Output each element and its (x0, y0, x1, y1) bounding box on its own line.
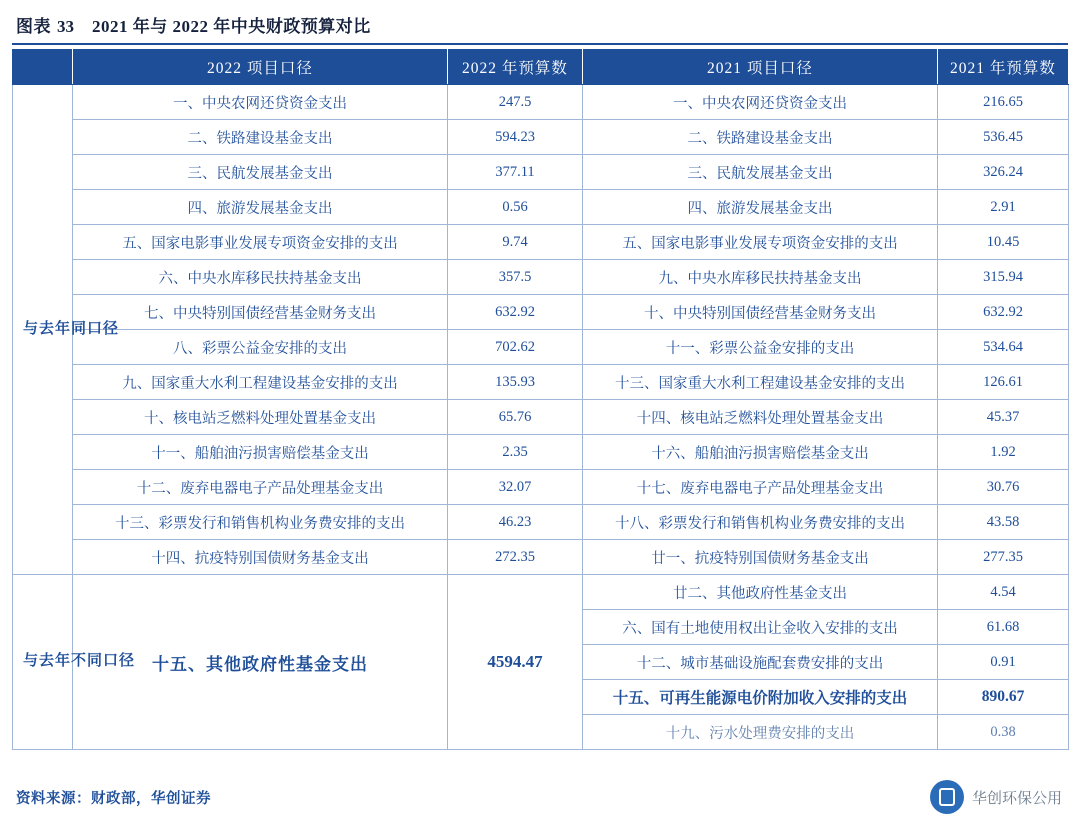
table-body (13, 85, 1069, 750)
cell-value-2021: 1.92 (938, 435, 1069, 470)
cell-value-2021: 61.68 (938, 610, 1069, 645)
cell-item-2021: 廿二、其他政府性基金支出 (583, 575, 938, 610)
cell-item-2022: 十一、船舶油污损害赔偿基金支出 (73, 435, 448, 470)
table-header (13, 50, 1069, 85)
table-row (13, 365, 1069, 400)
cell-value-2021: 534.64 (938, 330, 1069, 365)
header-value-2021: 2021 年预算数 (938, 50, 1069, 85)
cell-value-2021: 43.58 (938, 505, 1069, 540)
table-row (13, 575, 1069, 610)
page-title: 2021 年与 2022 年中央财政预算对比 (92, 17, 371, 36)
cell-value-2022: 9.74 (448, 225, 583, 260)
cell-item-2022: 十二、废弃电器电子产品处理基金支出 (73, 470, 448, 505)
cell-item-2022: 七、中央特别国债经营基金财务支出 (73, 295, 448, 330)
table-row (13, 400, 1069, 435)
cell-item-2022: 三、民航发展基金支出 (73, 155, 448, 190)
cell-value-2022: 0.56 (448, 190, 583, 225)
cell-value-2021: 0.91 (938, 645, 1069, 680)
table-row (13, 260, 1069, 295)
cell-item-2021: 十八、彩票发行和销售机构业务费安排的支出 (583, 505, 938, 540)
cell-item-2022: 五、国家电影事业发展专项资金安排的支出 (73, 225, 448, 260)
cell-item-2021: 廿一、抗疫特别国债财务基金支出 (583, 540, 938, 575)
table-row (13, 505, 1069, 540)
cell-item-2021: 九、中央水库移民扶持基金支出 (583, 260, 938, 295)
cell-value-2022: 377.11 (448, 155, 583, 190)
cell-item-2021: 十、中央特别国债经营基金财务支出 (583, 295, 938, 330)
table-row (13, 120, 1069, 155)
cell-item-2022: 六、中央水库移民扶持基金支出 (73, 260, 448, 295)
source-note: 资料来源：财政部，华创证券 (16, 791, 211, 807)
table-row (13, 540, 1069, 575)
table-row (13, 190, 1069, 225)
table-row (13, 435, 1069, 470)
group-label-different-caliber: 与去年不同口径 (13, 575, 73, 750)
cell-item-2021: 三、民航发展基金支出 (583, 155, 938, 190)
watermark-text: 华创环保公用 (971, 789, 1062, 807)
cell-value-2022: 272.35 (448, 540, 583, 575)
table-row (13, 225, 1069, 260)
cell-value-2022: 2.35 (448, 435, 583, 470)
budget-comparison-table (12, 49, 1069, 750)
cell-item-2021: 十二、城市基础设施配套费安排的支出 (583, 645, 938, 680)
cell-value-2021: 315.94 (938, 260, 1069, 295)
cell-value-2022: 247.5 (448, 85, 583, 120)
cell-value-2022: 357.5 (448, 260, 583, 295)
table-row (13, 155, 1069, 190)
cell-value-2021: 4.54 (938, 575, 1069, 610)
cell-item-2021: 十九、污水处理费安排的支出 (583, 715, 938, 750)
cell-item-2022: 十四、抗疫特别国债财务基金支出 (73, 540, 448, 575)
cell-value-2022: 135.93 (448, 365, 583, 400)
cell-value-2021: 45.37 (938, 400, 1069, 435)
cell-item-2021: 十一、彩票公益金安排的支出 (583, 330, 938, 365)
cell-item-2021: 五、国家电影事业发展专项资金安排的支出 (583, 225, 938, 260)
cell-value-2021: 326.24 (938, 155, 1069, 190)
cell-value-2021: 632.92 (938, 295, 1069, 330)
cell-item-2022: 十三、彩票发行和销售机构业务费安排的支出 (73, 505, 448, 540)
cell-item-2022: 九、国家重大水利工程建设基金安排的支出 (73, 365, 448, 400)
cell-item-2021: 十四、核电站乏燃料处理处置基金支出 (583, 400, 938, 435)
cell-value-2021: 216.65 (938, 85, 1069, 120)
cell-value-2021: 30.76 (938, 470, 1069, 505)
cell-item-2021: 十六、船舶油污损害赔偿基金支出 (583, 435, 938, 470)
header-item-2021: 2021 项目口径 (583, 50, 938, 85)
cell-item-2022: 四、旅游发展基金支出 (73, 190, 448, 225)
cell-item-2021: 十五、可再生能源电价附加收入安排的支出 (583, 680, 938, 715)
cell-value-2021: 277.35 (938, 540, 1069, 575)
cell-value-2022: 702.62 (448, 330, 583, 365)
cell-item-2022: 二、铁路建设基金支出 (73, 120, 448, 155)
cell-item-2022: 一、中央农网还贷资金支出 (73, 85, 448, 120)
cell-item-2022: 十、核电站乏燃料处理处置基金支出 (73, 400, 448, 435)
table-row (13, 85, 1069, 120)
cell-value-2021: 2.91 (938, 190, 1069, 225)
cell-item-2021: 六、国有土地使用权出让金收入安排的支出 (583, 610, 938, 645)
cell-item-2021: 二、铁路建设基金支出 (583, 120, 938, 155)
cell-item-2022: 八、彩票公益金安排的支出 (73, 330, 448, 365)
cell-value-2022: 632.92 (448, 295, 583, 330)
cell-value-2022: 32.07 (448, 470, 583, 505)
cell-item-2021: 四、旅游发展基金支出 (583, 190, 938, 225)
brand-logo-icon (930, 780, 964, 814)
merged-item-2022: 十五、其他政府性基金支出 (73, 575, 448, 750)
cell-value-2021: 890.67 (938, 680, 1069, 715)
watermark (930, 780, 1062, 814)
cell-value-2021: 10.45 (938, 225, 1069, 260)
cell-value-2021: 536.45 (938, 120, 1069, 155)
table-row (13, 295, 1069, 330)
cell-item-2021: 十三、国家重大水利工程建设基金安排的支出 (583, 365, 938, 400)
cell-value-2021: 0.38 (938, 715, 1069, 750)
group-label-same-caliber: 与去年同口径 (13, 85, 73, 575)
merged-value-2022: 4594.47 (448, 575, 583, 750)
cell-value-2022: 594.23 (448, 120, 583, 155)
header-blank (13, 50, 73, 85)
title-number: 33 (57, 17, 74, 36)
cell-item-2021: 十七、废弃电器电子产品处理基金支出 (583, 470, 938, 505)
cell-value-2022: 65.76 (448, 400, 583, 435)
header-value-2022: 2022 年预算数 (448, 50, 583, 85)
header-item-2022: 2022 项目口径 (73, 50, 448, 85)
table-row (13, 470, 1069, 505)
cell-item-2021: 一、中央农网还贷资金支出 (583, 85, 938, 120)
cell-value-2022: 46.23 (448, 505, 583, 540)
table-row (13, 330, 1069, 365)
title-label: 图表 (16, 17, 51, 36)
cell-value-2021: 126.61 (938, 365, 1069, 400)
chart-title-bar (12, 10, 1068, 45)
